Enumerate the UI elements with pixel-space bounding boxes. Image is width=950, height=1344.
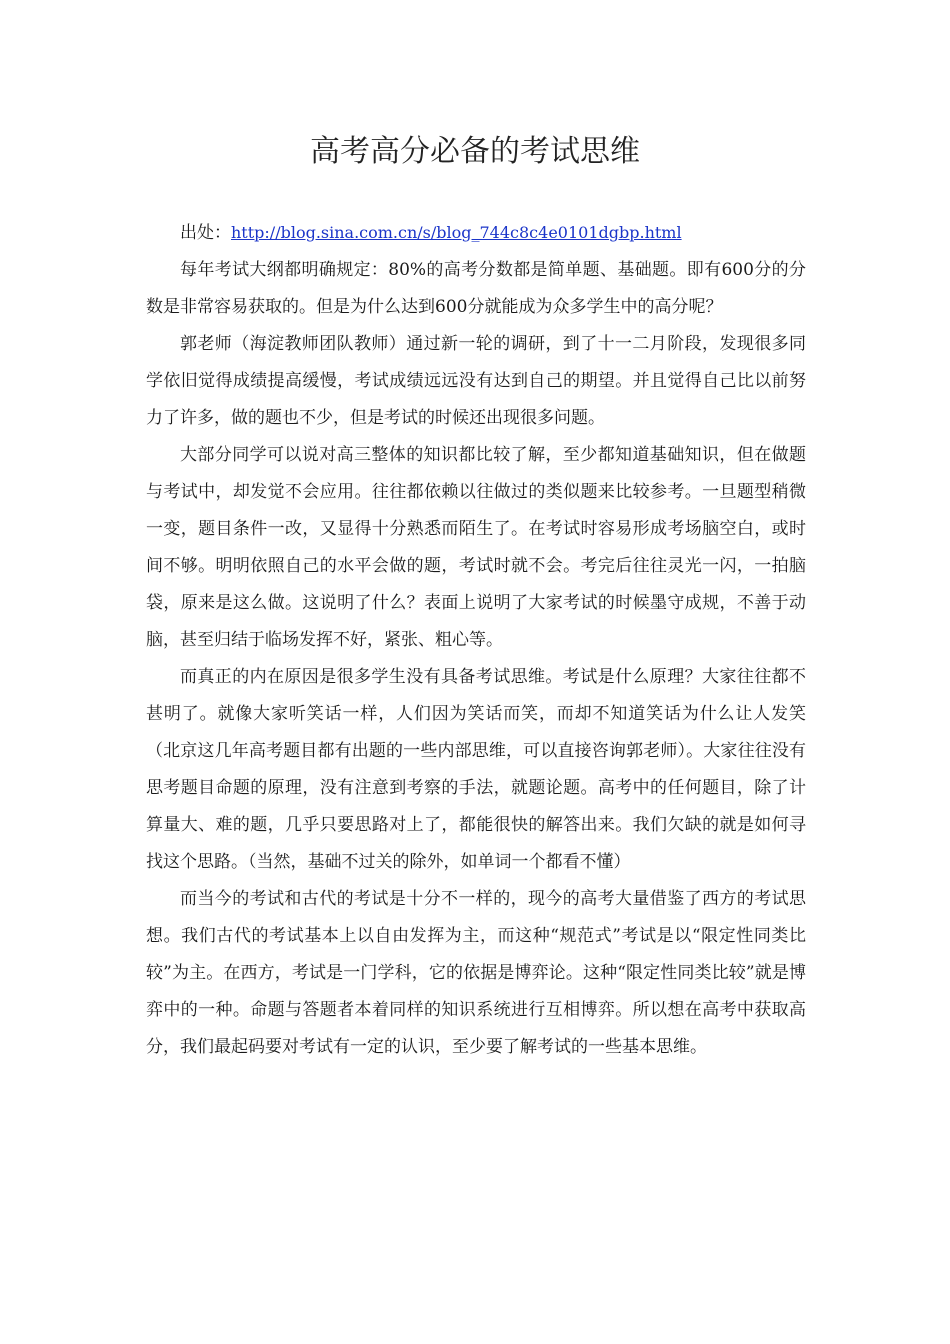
source-link[interactable]: http://blog.sina.com.cn/s/blog_744c8c4e0101dgbp.html xyxy=(231,223,682,242)
source-label: 出处： xyxy=(180,223,231,243)
paragraph-4: 而真正的内在原因是很多学生没有具备考试思维。考试是什么原理？大家往往都不甚明了。就像大家听笑话一样，人们因为笑话而笑，而却不知道笑话为什么让人发笑（北京这几年高考题目都有出题的一些内部思维，可以直接咨询郭老师）。大家往往没有思考题目命题的原理，没有注意到考察的手法，就题论题。高考中的任何题目，除了计算量大、难的题，几乎只要思路对上了，都能很快的解答出来。我们欠缺的就是如何寻找这个思路。（当然，基础不过关的除外，如单词一个都看不懂） xyxy=(146,667,806,872)
paragraph-1: 每年考试大纲都明确规定：80%的高考分数都是简单题、基础题。即有600分的分数是非常容易获取的。但是为什么达到600分就能成为众多学生中的高分呢？ xyxy=(146,260,806,317)
paragraph-3: 大部分同学可以说对高三整体的知识都比较了解，至少都知道基础知识，但在做题与考试中，却发觉不会应用。往往都依赖以往做过的类似题来比较参考。一旦题型稍微一变，题目条件一改，又显得十分熟悉而陌生了。在考试时容易形成考场脑空白，或时间不够。明明依照自己的水平会做的题，考试时就不会。考完后往往灵光一闪，一拍脑袋，原来是这么做。这说明了什么？表面上说明了大家考试的时候墨守成规，不善于动脑，甚至归结于临场发挥不好，紧张、粗心等。 xyxy=(146,445,806,650)
source-line xyxy=(146,214,806,252)
paragraph-2: 郭老师（海淀教师团队教师）通过新一轮的调研，到了十一二月阶段，发现很多同学依旧觉得成绩提高缓慢，考试成绩远远没有达到自己的期望。并且觉得自己比以前努力了许多，做的题也不少，但是考试的时候还出现很多问题。 xyxy=(146,334,806,428)
document-title: 高考高分必备的考试思维 xyxy=(310,134,640,169)
paragraph-5: 而当今的考试和古代的考试是十分不一样的，现今的高考大量借鉴了西方的考试思想。我们古代的考试基本上以自由发挥为主，而这种“规范式”考试是以“限定性同类比较”为主。在西方，考试是一门学科，它的依据是博弈论。这种“限定性同类比较”就是博弈中的一种。命题与答题者本着同样的知识系统进行互相博弈。所以想在高考中获取高分，我们最起码要对考试有一定的认识，至少要了解考试的一些基本思维。 xyxy=(146,889,806,1057)
document-body xyxy=(146,214,806,1066)
